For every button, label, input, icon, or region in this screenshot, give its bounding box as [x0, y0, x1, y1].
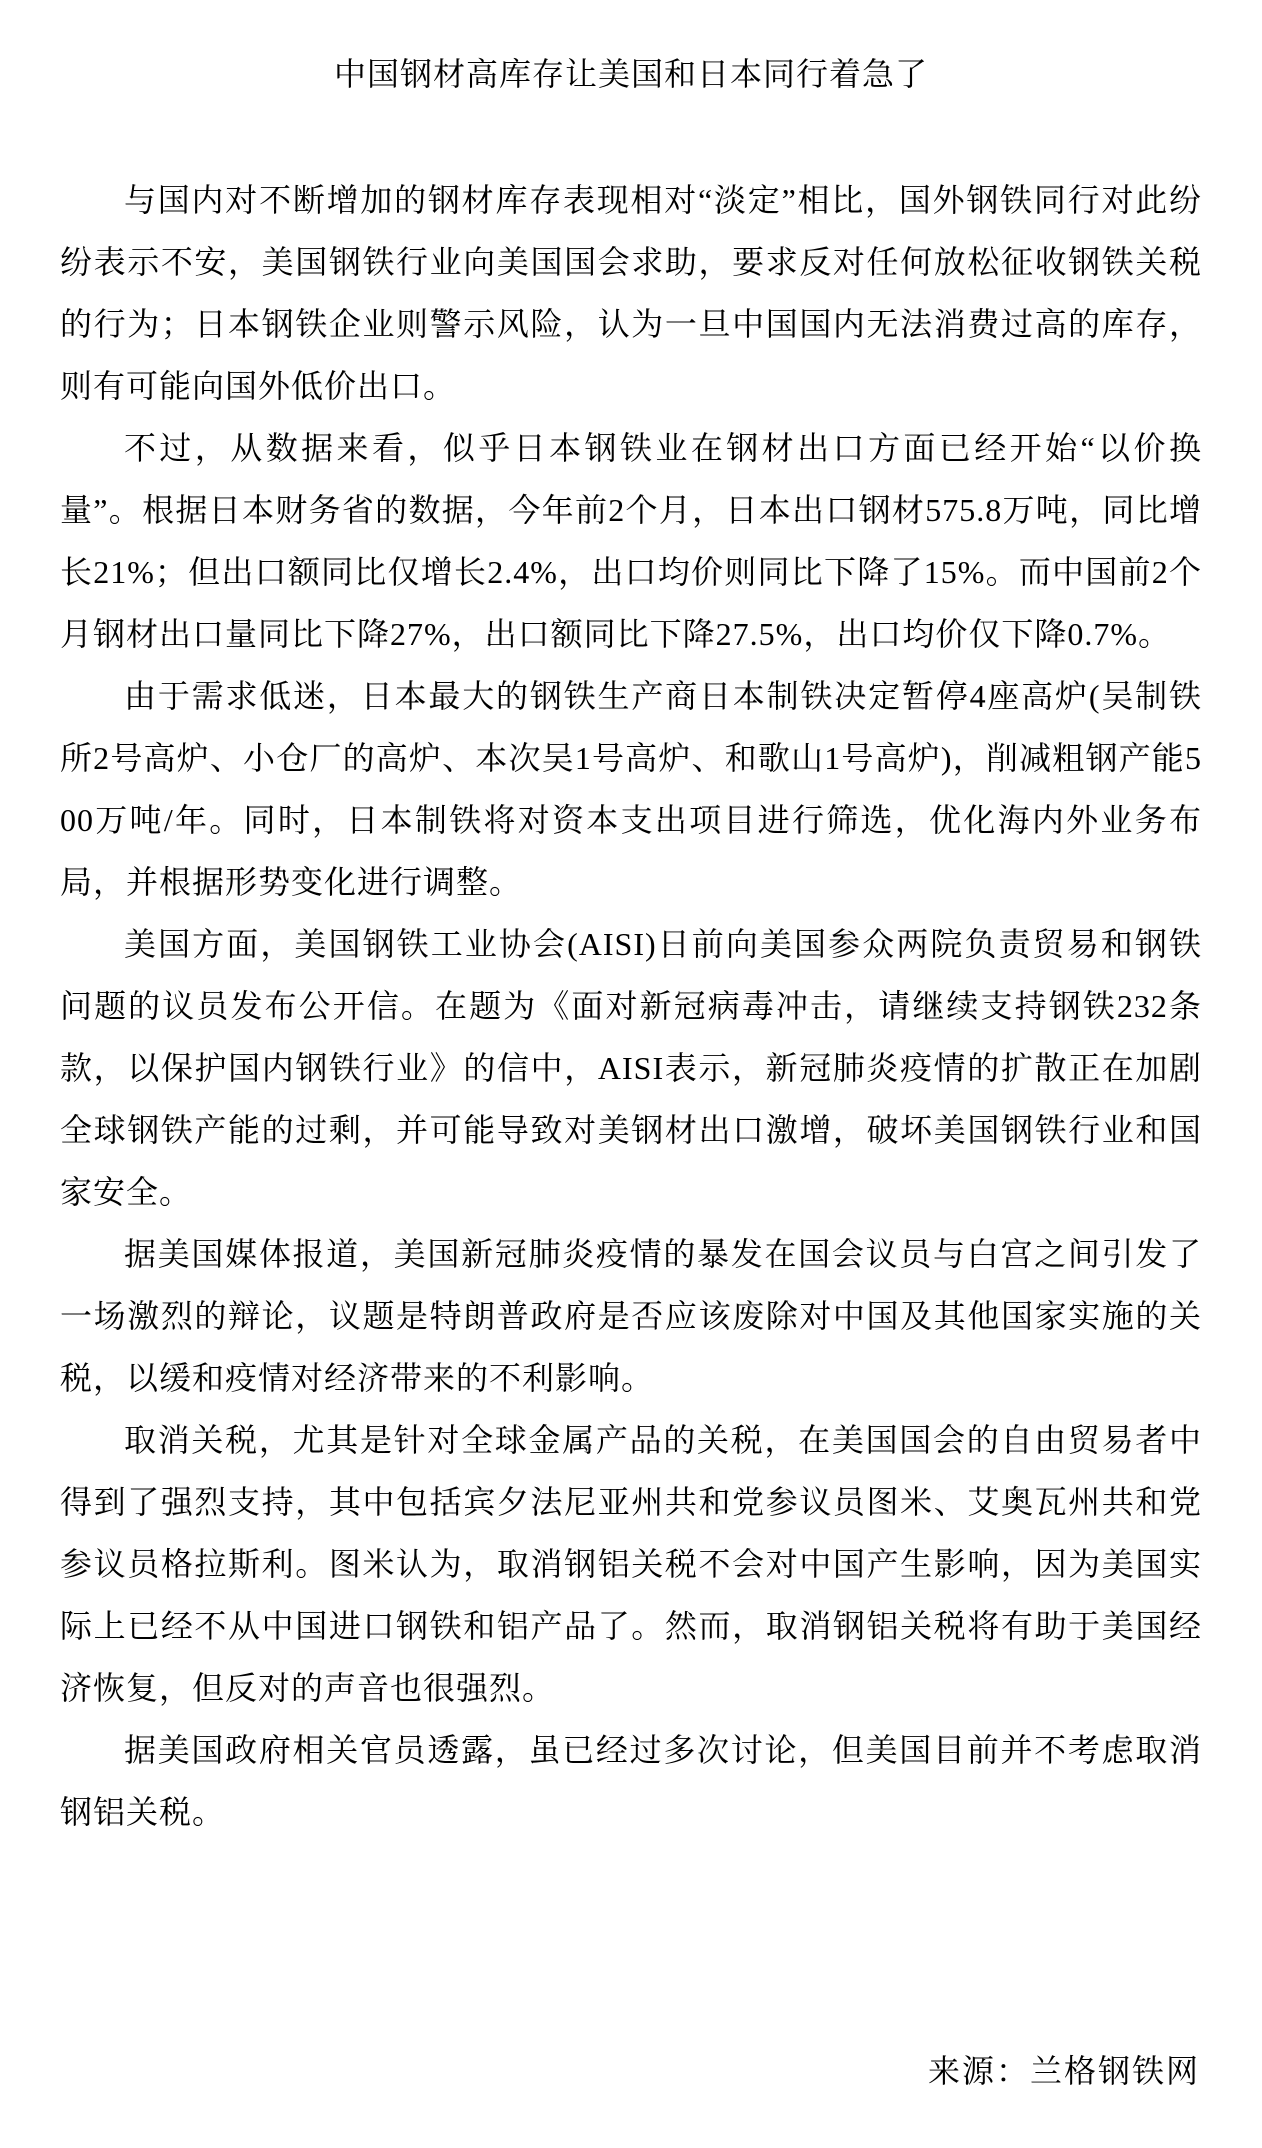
paragraph: 不过，从数据来看，似乎日本钢铁业在钢材出口方面已经开始“以价换量”。根据日本财务省的数据，今年前2个月，日本出口钢材575.8万吨，同比增长21%；但出口额同比仅增长2.4%，出口均价则同比下降了15%。而中国前2个月钢材出口量同比下降27%，出口额同比下降27.5%，出口均价仅下降0.7%。 — [60, 430, 1202, 652]
paragraph: 据美国媒体报道，美国新冠肺炎疫情的暴发在国会议员与白宫之间引发了一场激烈的辩论，议题是特朗普政府是否应该废除对中国及其他国家实施的关税，以缓和疫情对经济带来的不利影响。 — [60, 1236, 1202, 1396]
source-attribution: 来源：兰格钢铁网 — [927, 2053, 1200, 2089]
paragraph: 由于需求低迷，日本最大的钢铁生产商日本制铁决定暂停4座高炉(吴制铁所2号高炉、小仓厂的高炉、本次吴1号高炉、和歌山1号高炉)，削减粗钢产能500万吨/年。同时，日本制铁将对资本支出项目进行筛选，优化海内外业务布局，并根据形势变化进行调整。 — [60, 678, 1202, 900]
paragraph: 美国方面，美国钢铁工业协会(AISI)日前向美国参众两院负责贸易和钢铁问题的议员发布公开信。在题为《面对新冠病毒冲击，请继续支持钢铁232条款，以保护国内钢铁行业》的信中，AISI表示，新冠肺炎疫情的扩散正在加剧全球钢铁产能的过剩，并可能导致对美钢材出口激增，破坏美国钢铁行业和国家安全。 — [60, 926, 1202, 1210]
article-body — [60, 169, 1202, 1843]
article-title: 中国钢材高库存让美国和日本同行着急了 — [333, 56, 928, 92]
paragraph: 据美国政府相关官员透露，虽已经过多次讨论，但美国目前并不考虑取消钢铝关税。 — [60, 1732, 1202, 1830]
paragraph: 与国内对不断增加的钢材库存表现相对“淡定”相比，国外钢铁同行对此纷纷表示不安，美国钢铁行业向美国国会求助，要求反对任何放松征收钢铁关税的行为；日本钢铁企业则警示风险，认为一旦中国国内无法消费过高的库存，则有可能向国外低价出口。 — [60, 182, 1202, 404]
paragraph: 取消关税，尤其是针对全球金属产品的关税，在美国国会的自由贸易者中得到了强烈支持，其中包括宾夕法尼亚州共和党参议员图米、艾奥瓦州共和党参议员格拉斯利。图米认为，取消钢铝关税不会对中国产生影响，因为美国实际上已经不从中国进口钢铁和铝产品了。然而，取消钢铝关税将有助于美国经济恢复，但反对的声音也很强烈。 — [60, 1422, 1202, 1706]
